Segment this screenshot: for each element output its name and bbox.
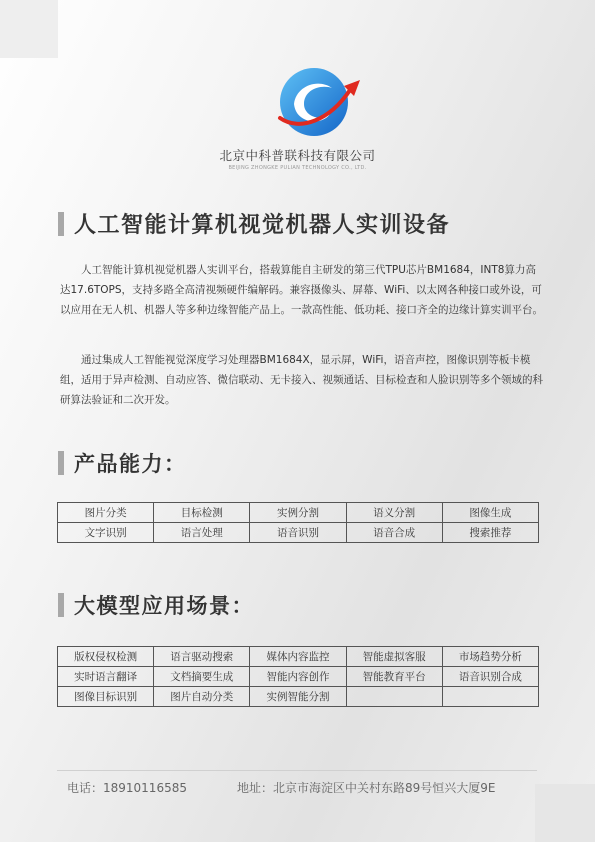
table-cell [346,687,442,707]
capabilities-heading [58,448,187,478]
table-row [58,667,539,687]
table-cell: 智能虚拟客服 [346,647,442,667]
table-cell: 文字识别 [58,523,154,543]
table-cell: 智能内容创作 [250,667,346,687]
table-cell: 目标检测 [154,503,250,523]
table-cell: 实时语言翻译 [58,667,154,687]
table-cell: 语义分割 [346,503,442,523]
table-row [58,523,539,543]
heading-bar [58,212,64,236]
company-logo-icon [274,62,364,142]
capabilities-table [57,502,539,543]
table-cell: 实例智能分割 [250,687,346,707]
main-heading-text: 人工智能计算机视觉机器人实训设备 [74,213,451,238]
table-row [58,503,539,523]
table-cell: 语言驱动搜索 [154,647,250,667]
table-cell [442,687,538,707]
table-cell: 媒体内容监控 [250,647,346,667]
intro-paragraph-1: 人工智能计算机视觉机器人实训平台，搭载算能自主研发的第三代TPU芯片BM1684，INT8算力高达17.6TOPS，支持多路全高清视频硬件编解码。兼容摄像头、屏幕、WiFi、以太网各种接口或外设，可以应用在无人机、机器人等多种边缘智能产品上。一款高性能、低功耗、接口齐全的边缘计算实训平台。 [60,264,543,316]
table-cell: 图像目标识别 [58,687,154,707]
table-cell: 文档摘要生成 [154,667,250,687]
footer-address: 地址：北京市海淀区中关村东路89号恒兴大厦9E [237,781,496,795]
intro-paragraph-2: 通过集成人工智能视觉深度学习处理器BM1684X，显示屏，WiFi，语音声控，图像识别等板卡模组，适用于异声检测、自动应答、微信联动、无卡接入、视频通话、目标检查和人脸识别等多个领域的科研算法验证和二次开发。 [60,354,543,406]
table-cell: 搜索推荐 [442,523,538,543]
company-name-en: BEIJING ZHONGKE PULIAN TECHNOLOGY CO., LTD. [228,165,367,171]
table-cell: 语音合成 [346,523,442,543]
corner-decoration-bottom-right [535,784,595,842]
heading-bar [58,451,64,475]
scenarios-heading-text: 大模型应用场景： [74,594,254,618]
table-cell: 版权侵权检测 [58,647,154,667]
corner-decoration-top-left [0,0,58,58]
company-name-cn: 北京中科普联科技有限公司 [219,148,376,163]
table-cell: 语言处理 [154,523,250,543]
scenarios-table [57,646,539,707]
footer-divider [57,770,537,771]
table-cell: 智能教育平台 [346,667,442,687]
table-cell: 实例分割 [250,503,346,523]
main-heading [58,208,450,239]
table-cell: 图像生成 [442,503,538,523]
table-cell: 图片分类 [58,503,154,523]
table-cell: 图片自动分类 [154,687,250,707]
heading-bar [58,593,64,617]
table-cell: 语音识别合成 [442,667,538,687]
footer-phone: 电话：18910116585 [67,781,187,795]
table-cell: 语音识别 [250,523,346,543]
table-row [58,647,539,667]
table-cell: 市场趋势分析 [442,647,538,667]
scenarios-heading [58,590,254,620]
capabilities-heading-text: 产品能力： [74,452,187,476]
table-row [58,687,539,707]
